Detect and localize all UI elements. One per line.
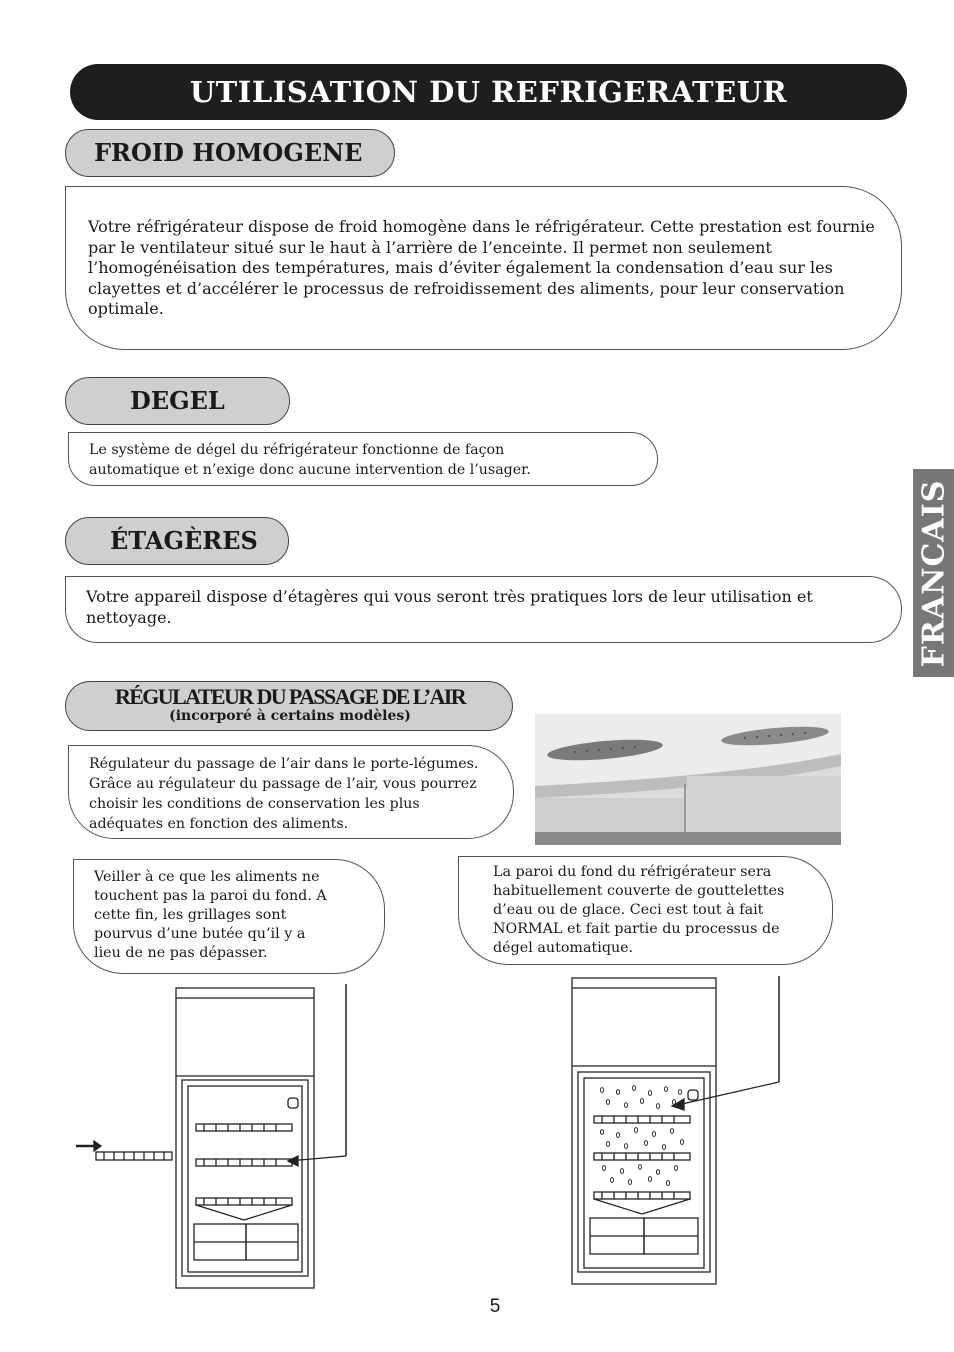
- air-regulator-photo: [535, 714, 841, 845]
- callout-right-text: La paroi du fond du réfrigérateur sera habituellement couverte de gouttelettes d’eau ou de glace. Ceci est tout à fait NORMAL et fait partie du processus de dégel automatique.: [493, 864, 785, 956]
- air-regulator-photo-svg: [535, 714, 841, 845]
- shelf-left: [196, 1124, 292, 1205]
- callout-right: [458, 856, 833, 965]
- fridge-diagram-left: [70, 980, 360, 1292]
- froid-text: Votre réfrigérateur dispose de froid homogène dans le réfrigérateur. Cette prestation est fournie par le ventilateur situé sur le haut à l’arrière de l’enceinte. Il permet non seulement l’homogénéisation des températures, mais d’éviter également la condensation d’eau sur les clayettes et d’accélérer le processus de refroidissement des aliments, pour leur conservation optimale.: [88, 217, 875, 319]
- section-subheading-regulateur: (incorporé à certains modèles): [169, 708, 411, 724]
- page-number: 5: [489, 1296, 501, 1317]
- etageres-text-box: [65, 576, 902, 643]
- page-title: UTILISATION DU REFRIGERATEUR: [70, 64, 907, 120]
- language-tab-label: FRANCAIS: [916, 479, 951, 667]
- callout-left: [73, 859, 385, 974]
- section-heading-regulateur-label: RÉGULATEUR DU PASSAGE DE L’AIR: [114, 684, 466, 709]
- froid-text-box: [65, 186, 902, 350]
- section-heading-etageres: [65, 517, 289, 565]
- regulateur-text: Régulateur du passage de l’air dans le porte-légumes. Grâce au régulateur du passage de l’air, vous pourrez choisir les conditions de conservation les plus adéquates en fonction des aliments.: [89, 756, 479, 832]
- fridge-diagram-right: [560, 972, 800, 1290]
- degel-text: Le système de dégel du réfrigérateur fonctionne de façon automatique et n’exige donc aucune intervention de l’usager.: [89, 442, 531, 478]
- section-heading-froid-label: FROID HOMOGENE: [94, 138, 363, 167]
- etageres-text: Votre appareil dispose d’étagères qui vous seront très pratiques lors de leur utilisation et nettoyage.: [86, 587, 813, 627]
- section-heading-froid: [65, 129, 395, 177]
- section-heading-regulateur: [65, 681, 513, 731]
- language-tab: [913, 469, 954, 677]
- section-heading-etageres-label: ÉTAGÈRES: [110, 526, 258, 555]
- section-heading-degel-label: DEGEL: [130, 386, 225, 415]
- degel-text-box: [68, 432, 658, 486]
- shelf-right: [594, 1116, 690, 1199]
- callout-left-text: Veiller à ce que les aliments ne touchent pas la paroi du fond. A cette fin, les grillages sont pourvus d’une butée qu’il y a lieu de ne pas dépasser.: [94, 869, 327, 961]
- regulateur-text-box: [68, 745, 514, 839]
- section-heading-degel: [65, 377, 290, 425]
